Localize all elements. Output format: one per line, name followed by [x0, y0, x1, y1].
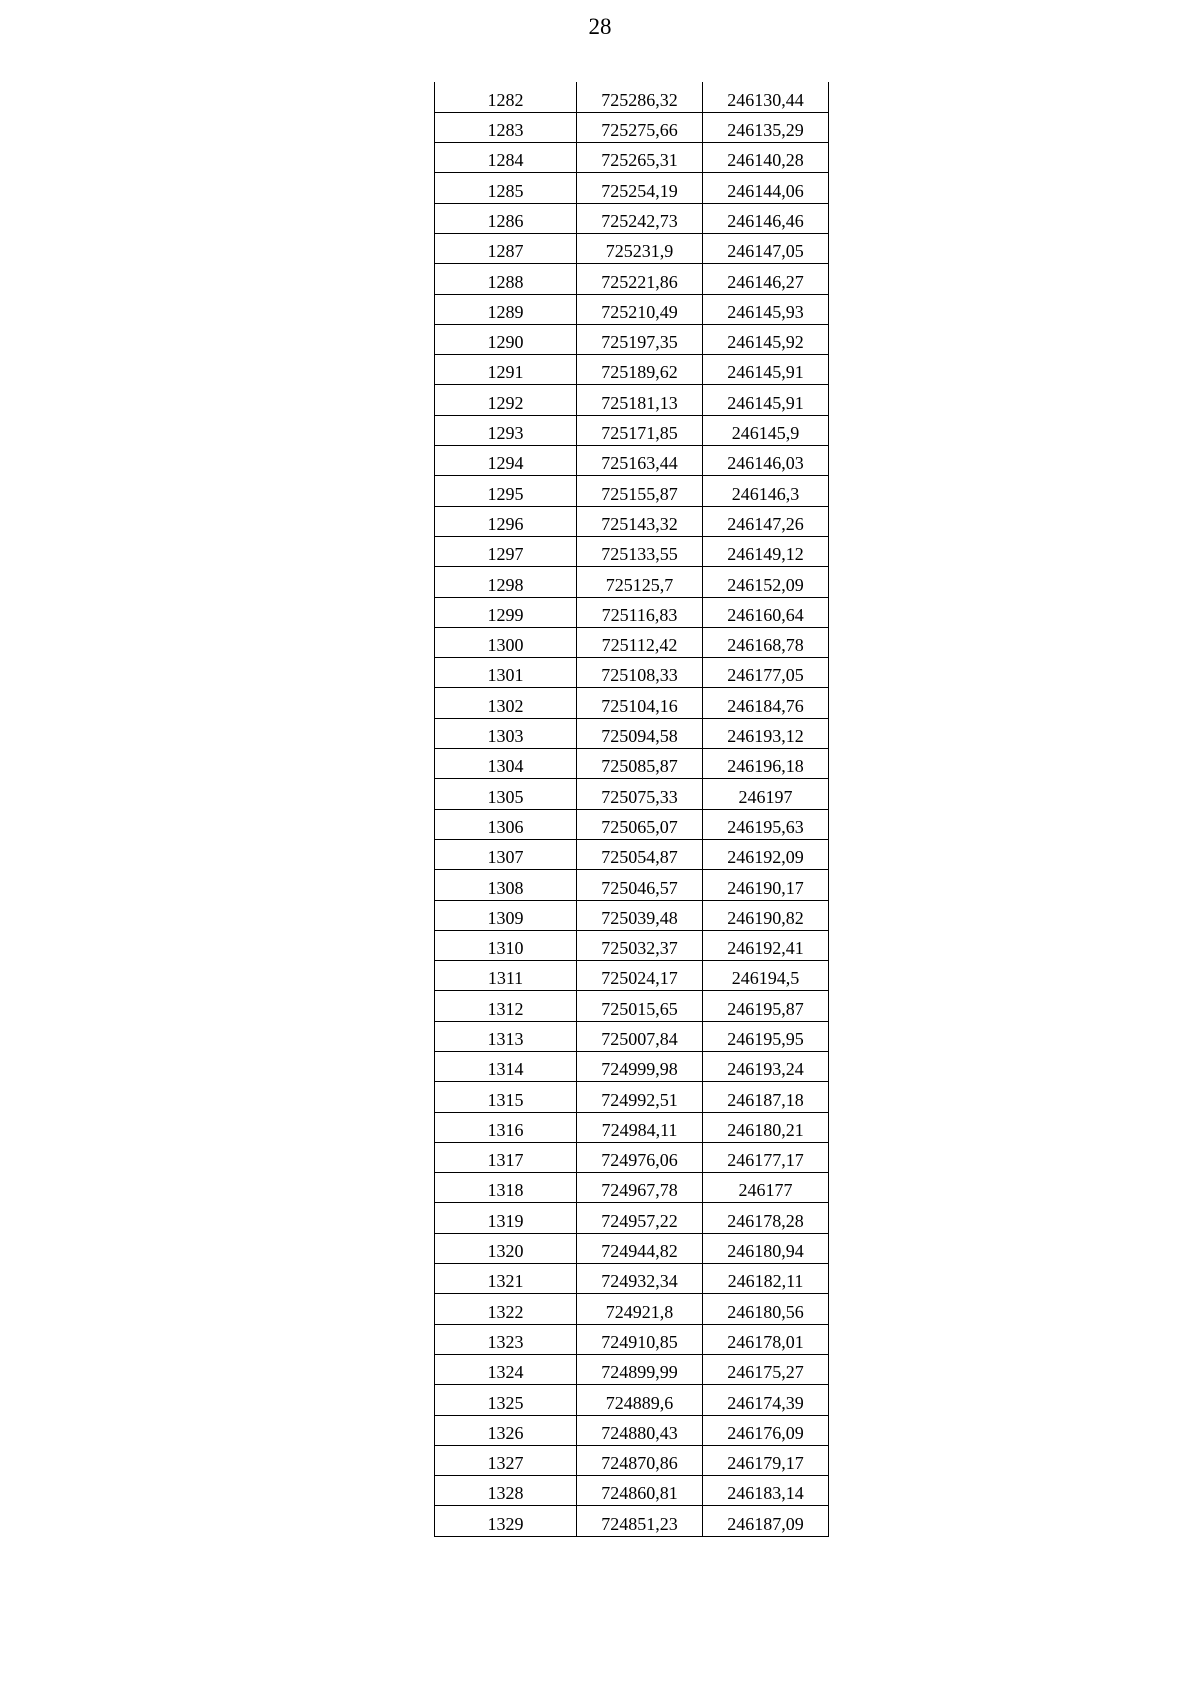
- y-coordinate-cell: 246145,92: [703, 324, 829, 354]
- table-row: [435, 1264, 829, 1294]
- y-coordinate-cell: 246182,11: [703, 1264, 829, 1294]
- x-coordinate-cell: 724944,82: [577, 1233, 703, 1263]
- table-row: [435, 1385, 829, 1415]
- table-row: [435, 597, 829, 627]
- point-number-cell: 1325: [435, 1385, 577, 1415]
- y-coordinate-cell: 246180,94: [703, 1233, 829, 1263]
- table-row: [435, 173, 829, 203]
- point-number-cell: 1293: [435, 415, 577, 445]
- point-number-cell: 1312: [435, 991, 577, 1021]
- page-number: 28: [588, 14, 612, 39]
- point-number-cell: 1309: [435, 900, 577, 930]
- y-coordinate-cell: 246145,9: [703, 415, 829, 445]
- point-number-cell: 1285: [435, 173, 577, 203]
- x-coordinate-cell: 724921,8: [577, 1294, 703, 1324]
- table-row: [435, 1354, 829, 1384]
- x-coordinate-cell: 725065,07: [577, 809, 703, 839]
- point-number-cell: 1282: [435, 82, 577, 112]
- point-number-cell: 1310: [435, 930, 577, 960]
- x-coordinate-cell: 725007,84: [577, 1021, 703, 1051]
- point-number-cell: 1319: [435, 1203, 577, 1233]
- point-number-cell: 1283: [435, 112, 577, 142]
- y-coordinate-cell: 246187,09: [703, 1506, 829, 1536]
- point-number-cell: 1291: [435, 355, 577, 385]
- x-coordinate-cell: 725254,19: [577, 173, 703, 203]
- x-coordinate-cell: 724976,06: [577, 1142, 703, 1172]
- table-row: [435, 1052, 829, 1082]
- y-coordinate-cell: 246196,18: [703, 749, 829, 779]
- y-coordinate-cell: 246179,17: [703, 1445, 829, 1475]
- table-row: [435, 930, 829, 960]
- x-coordinate-cell: 725286,32: [577, 82, 703, 112]
- table-row: [435, 870, 829, 900]
- table-row: [435, 1203, 829, 1233]
- y-coordinate-cell: 246146,03: [703, 446, 829, 476]
- y-coordinate-cell: 246145,93: [703, 294, 829, 324]
- point-number-cell: 1284: [435, 143, 577, 173]
- point-number-cell: 1316: [435, 1112, 577, 1142]
- y-coordinate-cell: 246160,64: [703, 597, 829, 627]
- x-coordinate-cell: 724967,78: [577, 1173, 703, 1203]
- table-row: [435, 536, 829, 566]
- coordinates-table-body: [435, 82, 829, 1536]
- x-coordinate-cell: 724932,34: [577, 1264, 703, 1294]
- x-coordinate-cell: 725112,42: [577, 627, 703, 657]
- table-row: [435, 143, 829, 173]
- coordinates-table: [434, 82, 829, 1537]
- table-row: [435, 688, 829, 718]
- point-number-cell: 1299: [435, 597, 577, 627]
- x-coordinate-cell: 724870,86: [577, 1445, 703, 1475]
- point-number-cell: 1289: [435, 294, 577, 324]
- point-number-cell: 1324: [435, 1354, 577, 1384]
- x-coordinate-cell: 725197,35: [577, 324, 703, 354]
- x-coordinate-cell: 724957,22: [577, 1203, 703, 1233]
- y-coordinate-cell: 246190,82: [703, 900, 829, 930]
- y-coordinate-cell: 246187,18: [703, 1082, 829, 1112]
- y-coordinate-cell: 246178,28: [703, 1203, 829, 1233]
- y-coordinate-cell: 246184,76: [703, 688, 829, 718]
- table-row: [435, 961, 829, 991]
- point-number-cell: 1308: [435, 870, 577, 900]
- x-coordinate-cell: 725075,33: [577, 779, 703, 809]
- table-row: [435, 476, 829, 506]
- y-coordinate-cell: 246149,12: [703, 536, 829, 566]
- x-coordinate-cell: 725015,65: [577, 991, 703, 1021]
- point-number-cell: 1321: [435, 1264, 577, 1294]
- y-coordinate-cell: 246180,21: [703, 1112, 829, 1142]
- y-coordinate-cell: 246146,27: [703, 264, 829, 294]
- point-number-cell: 1320: [435, 1233, 577, 1263]
- table-row: [435, 900, 829, 930]
- point-number-cell: 1313: [435, 1021, 577, 1051]
- table-row: [435, 324, 829, 354]
- y-coordinate-cell: 246146,3: [703, 476, 829, 506]
- x-coordinate-cell: 725039,48: [577, 900, 703, 930]
- y-coordinate-cell: 246194,5: [703, 961, 829, 991]
- point-number-cell: 1306: [435, 809, 577, 839]
- x-coordinate-cell: 725054,87: [577, 839, 703, 869]
- y-coordinate-cell: 246180,56: [703, 1294, 829, 1324]
- table-row: [435, 1233, 829, 1263]
- x-coordinate-cell: 725231,9: [577, 233, 703, 263]
- y-coordinate-cell: 246190,17: [703, 870, 829, 900]
- y-coordinate-cell: 246130,44: [703, 82, 829, 112]
- table-row: [435, 1082, 829, 1112]
- point-number-cell: 1298: [435, 567, 577, 597]
- x-coordinate-cell: 724860,81: [577, 1476, 703, 1506]
- table-row: [435, 1445, 829, 1475]
- y-coordinate-cell: 246177: [703, 1173, 829, 1203]
- x-coordinate-cell: 725221,86: [577, 264, 703, 294]
- table-row: [435, 779, 829, 809]
- y-coordinate-cell: 246193,12: [703, 718, 829, 748]
- table-row: [435, 82, 829, 112]
- table-row: [435, 1021, 829, 1051]
- y-coordinate-cell: 246144,06: [703, 173, 829, 203]
- x-coordinate-cell: 725155,87: [577, 476, 703, 506]
- y-coordinate-cell: 246183,14: [703, 1476, 829, 1506]
- point-number-cell: 1322: [435, 1294, 577, 1324]
- point-number-cell: 1297: [435, 536, 577, 566]
- x-coordinate-cell: 725108,33: [577, 658, 703, 688]
- y-coordinate-cell: 246147,05: [703, 233, 829, 263]
- table-row: [435, 749, 829, 779]
- y-coordinate-cell: 246192,41: [703, 930, 829, 960]
- x-coordinate-cell: 725125,7: [577, 567, 703, 597]
- y-coordinate-cell: 246140,28: [703, 143, 829, 173]
- table-row: [435, 1476, 829, 1506]
- x-coordinate-cell: 725143,32: [577, 506, 703, 536]
- x-coordinate-cell: 725046,57: [577, 870, 703, 900]
- point-number-cell: 1307: [435, 839, 577, 869]
- table-row: [435, 1324, 829, 1354]
- y-coordinate-cell: 246195,63: [703, 809, 829, 839]
- table-row: [435, 1142, 829, 1172]
- table-row: [435, 1294, 829, 1324]
- table-row: [435, 991, 829, 1021]
- table-row: [435, 839, 829, 869]
- y-coordinate-cell: 246145,91: [703, 385, 829, 415]
- table-row: [435, 567, 829, 597]
- point-number-cell: 1311: [435, 961, 577, 991]
- y-coordinate-cell: 246193,24: [703, 1052, 829, 1082]
- x-coordinate-cell: 724910,85: [577, 1324, 703, 1354]
- point-number-cell: 1304: [435, 749, 577, 779]
- x-coordinate-cell: 725181,13: [577, 385, 703, 415]
- x-coordinate-cell: 724992,51: [577, 1082, 703, 1112]
- x-coordinate-cell: 725242,73: [577, 203, 703, 233]
- point-number-cell: 1315: [435, 1082, 577, 1112]
- x-coordinate-cell: 725171,85: [577, 415, 703, 445]
- y-coordinate-cell: 246146,46: [703, 203, 829, 233]
- table-row: [435, 294, 829, 324]
- x-coordinate-cell: 724889,6: [577, 1385, 703, 1415]
- point-number-cell: 1286: [435, 203, 577, 233]
- x-coordinate-cell: 724999,98: [577, 1052, 703, 1082]
- table-row: [435, 446, 829, 476]
- x-coordinate-cell: 725104,16: [577, 688, 703, 718]
- point-number-cell: 1292: [435, 385, 577, 415]
- y-coordinate-cell: 246135,29: [703, 112, 829, 142]
- x-coordinate-cell: 725133,55: [577, 536, 703, 566]
- table-row: [435, 506, 829, 536]
- x-coordinate-cell: 724984,11: [577, 1112, 703, 1142]
- point-number-cell: 1305: [435, 779, 577, 809]
- point-number-cell: 1296: [435, 506, 577, 536]
- x-coordinate-cell: 725085,87: [577, 749, 703, 779]
- table-row: [435, 1415, 829, 1445]
- y-coordinate-cell: 246175,27: [703, 1354, 829, 1384]
- point-number-cell: 1314: [435, 1052, 577, 1082]
- y-coordinate-cell: 246177,17: [703, 1142, 829, 1172]
- y-coordinate-cell: 246147,26: [703, 506, 829, 536]
- table-row: [435, 627, 829, 657]
- x-coordinate-cell: 724899,99: [577, 1354, 703, 1384]
- y-coordinate-cell: 246168,78: [703, 627, 829, 657]
- x-coordinate-cell: 725189,62: [577, 355, 703, 385]
- point-number-cell: 1317: [435, 1142, 577, 1172]
- table-row: [435, 809, 829, 839]
- x-coordinate-cell: 725163,44: [577, 446, 703, 476]
- x-coordinate-cell: 725094,58: [577, 718, 703, 748]
- x-coordinate-cell: 724880,43: [577, 1415, 703, 1445]
- x-coordinate-cell: 725265,31: [577, 143, 703, 173]
- x-coordinate-cell: 724851,23: [577, 1506, 703, 1536]
- table-row: [435, 1173, 829, 1203]
- table-row: [435, 112, 829, 142]
- point-number-cell: 1287: [435, 233, 577, 263]
- table-row: [435, 385, 829, 415]
- x-coordinate-cell: 725032,37: [577, 930, 703, 960]
- y-coordinate-cell: 246195,95: [703, 1021, 829, 1051]
- point-number-cell: 1327: [435, 1445, 577, 1475]
- table-row: [435, 718, 829, 748]
- table-row: [435, 203, 829, 233]
- table-row: [435, 658, 829, 688]
- point-number-cell: 1326: [435, 1415, 577, 1445]
- y-coordinate-cell: 246152,09: [703, 567, 829, 597]
- point-number-cell: 1300: [435, 627, 577, 657]
- point-number-cell: 1290: [435, 324, 577, 354]
- table-row: [435, 355, 829, 385]
- point-number-cell: 1328: [435, 1476, 577, 1506]
- point-number-cell: 1295: [435, 476, 577, 506]
- table-row: [435, 264, 829, 294]
- x-coordinate-cell: 725210,49: [577, 294, 703, 324]
- point-number-cell: 1323: [435, 1324, 577, 1354]
- table-row: [435, 1112, 829, 1142]
- table-row: [435, 415, 829, 445]
- point-number-cell: 1303: [435, 718, 577, 748]
- y-coordinate-cell: 246177,05: [703, 658, 829, 688]
- point-number-cell: 1329: [435, 1506, 577, 1536]
- x-coordinate-cell: 725024,17: [577, 961, 703, 991]
- x-coordinate-cell: 725275,66: [577, 112, 703, 142]
- table-row: [435, 233, 829, 263]
- point-number-cell: 1294: [435, 446, 577, 476]
- point-number-cell: 1302: [435, 688, 577, 718]
- y-coordinate-cell: 246195,87: [703, 991, 829, 1021]
- y-coordinate-cell: 246197: [703, 779, 829, 809]
- y-coordinate-cell: 246178,01: [703, 1324, 829, 1354]
- y-coordinate-cell: 246174,39: [703, 1385, 829, 1415]
- point-number-cell: 1288: [435, 264, 577, 294]
- y-coordinate-cell: 246145,91: [703, 355, 829, 385]
- point-number-cell: 1301: [435, 658, 577, 688]
- table-row: [435, 1506, 829, 1536]
- y-coordinate-cell: 246176,09: [703, 1415, 829, 1445]
- point-number-cell: 1318: [435, 1173, 577, 1203]
- x-coordinate-cell: 725116,83: [577, 597, 703, 627]
- y-coordinate-cell: 246192,09: [703, 839, 829, 869]
